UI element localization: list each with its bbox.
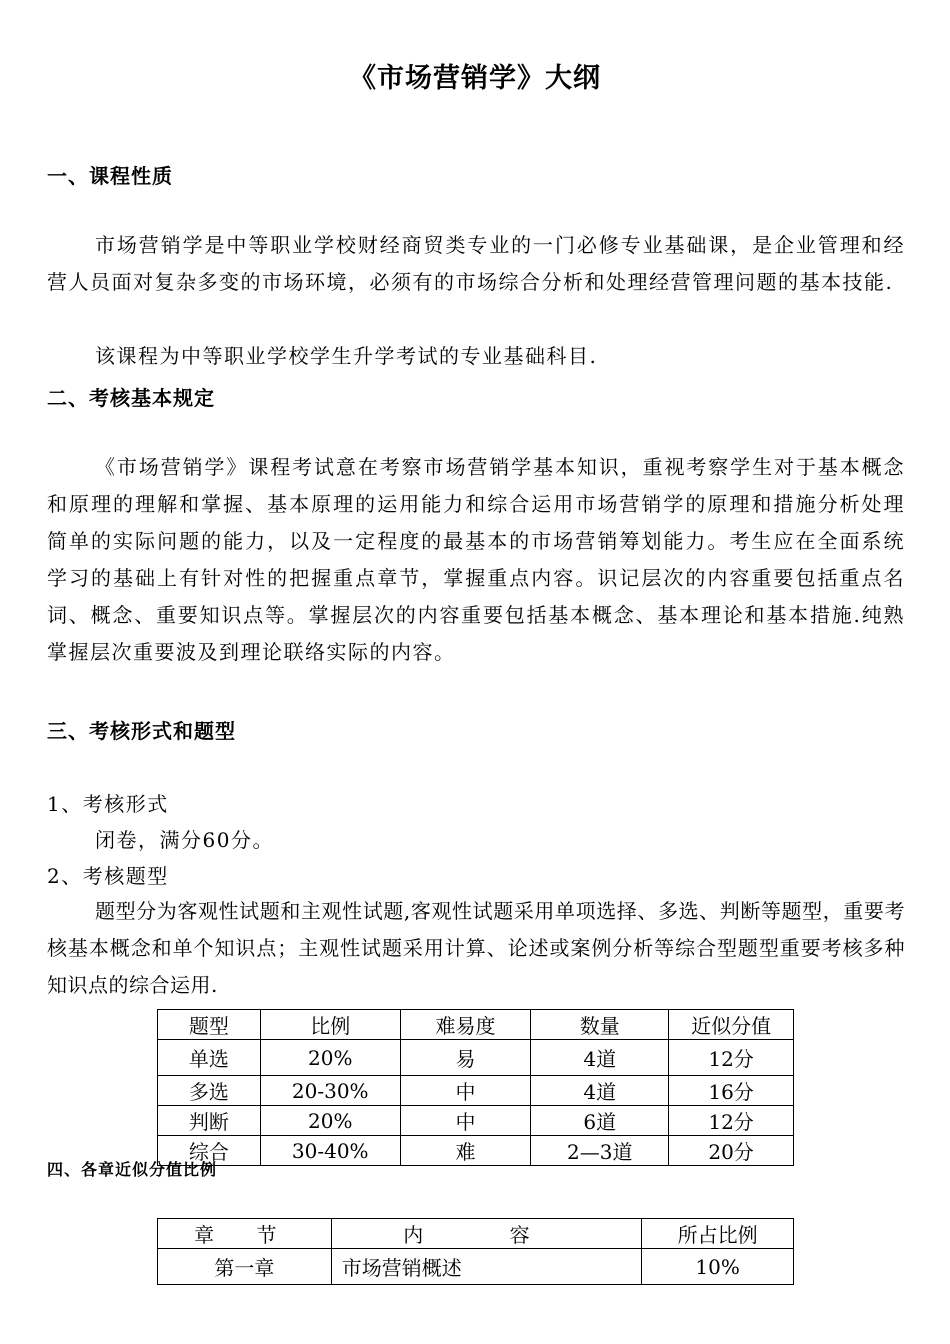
- table-header-cell: 章 节: [158, 1219, 332, 1249]
- table-row: [158, 1040, 794, 1076]
- table-row: [158, 1136, 794, 1166]
- table-header-cell: 数量: [531, 1010, 669, 1040]
- table-cell: 第一章: [158, 1249, 332, 1285]
- table-cell: 中: [400, 1106, 531, 1136]
- section-3-sub-1-heading: 1、考核形式: [47, 792, 169, 816]
- table-cell: 10%: [642, 1249, 794, 1285]
- table-row: [158, 1106, 794, 1136]
- table-header-row: [158, 1010, 794, 1040]
- table-cell: 12分: [669, 1040, 794, 1076]
- table-cell: 12分: [669, 1106, 794, 1136]
- section-1-paragraph-2: 该课程为中等职业学校学生升学考试的专业基础科目.: [95, 344, 598, 368]
- section-3-sub-2-heading: 2、考核题型: [47, 864, 169, 888]
- table-cell: 20%: [260, 1106, 400, 1136]
- section-1-heading: 一、课程性质: [47, 164, 173, 188]
- section-3-heading: 三、考核形式和题型: [47, 719, 236, 743]
- table-header-row: [158, 1219, 794, 1249]
- table-cell: 20分: [669, 1136, 794, 1166]
- table-header-cell: 比例: [260, 1010, 400, 1040]
- table-header-cell: 所占比例: [642, 1219, 794, 1249]
- table-header-cell: 近似分值: [669, 1010, 794, 1040]
- section-1-paragraph-1: 市场营销学是中等职业学校财经商贸类专业的一门必修专业基础课，是企业管理和经营人员面对复杂多变的市场环境，必须有的市场综合分析和处理经营管理问题的基本技能.: [47, 233, 905, 294]
- table-row: [158, 1249, 794, 1285]
- table-header-cell: 题型: [158, 1010, 261, 1040]
- table-cell: 16分: [669, 1076, 794, 1106]
- section-3-sub-2-text: 题型分为客观性试题和主观性试题,客观性试题采用单项选择、多选、判断等题型，重要考核基本概念和单个知识点；主观性试题采用计算、论述或案例分析等综合型题型重要考核多种知识点的综合运用.: [47, 899, 905, 997]
- table-cell: 4道: [531, 1040, 669, 1076]
- section-2-paragraph-1: 《市场营销学》课程考试意在考察市场营销学基本知识，重视考察学生对于基本概念和原理的理解和掌握、基本原理的运用能力和综合运用市场营销学的原理和措施分析处理简单的实际问题的能力，以及一定程度的最基本的市场营销筹划能力。考生应在全面系统学习的基础上有针对性的把握重点章节，掌握重点内容。识记层次的内容重要包括重点名词、概念、重要知识点等。掌握层次的内容重要包括基本概念、基本理论和基本措施.纯熟掌握层次重要波及到理论联络实际的内容。: [47, 455, 905, 664]
- table-cell: 综合: [158, 1136, 261, 1166]
- table-cell: 6道: [531, 1106, 669, 1136]
- table-cell: 4道: [531, 1076, 669, 1106]
- table-header-cell: 难易度: [400, 1010, 531, 1040]
- table-cell: 难: [400, 1136, 531, 1166]
- table-header-cell: 内 容: [331, 1219, 641, 1249]
- table-cell: 20%: [260, 1040, 400, 1076]
- table-cell: 20-30%: [260, 1076, 400, 1106]
- table-cell: 中: [400, 1076, 531, 1106]
- chapter-weight-table: [157, 1218, 794, 1285]
- table-cell: 易: [400, 1040, 531, 1076]
- table-cell: 单选: [158, 1040, 261, 1076]
- section-4-heading: 四、各章近似分值比例: [47, 1160, 218, 1179]
- question-type-table: [157, 1009, 794, 1166]
- table-cell: 市场营销概述: [331, 1249, 641, 1285]
- section-2-heading: 二、考核基本规定: [47, 386, 215, 410]
- table-cell: 判断: [158, 1106, 261, 1136]
- table-cell: 多选: [158, 1076, 261, 1106]
- section-3-sub-1-text: 闭卷，满分60分。: [95, 828, 274, 852]
- table-cell: 30-40%: [260, 1136, 400, 1166]
- document-title: 《市场营销学》大纲: [349, 63, 601, 94]
- table-cell: 2—3道: [531, 1136, 669, 1166]
- table-row: [158, 1076, 794, 1106]
